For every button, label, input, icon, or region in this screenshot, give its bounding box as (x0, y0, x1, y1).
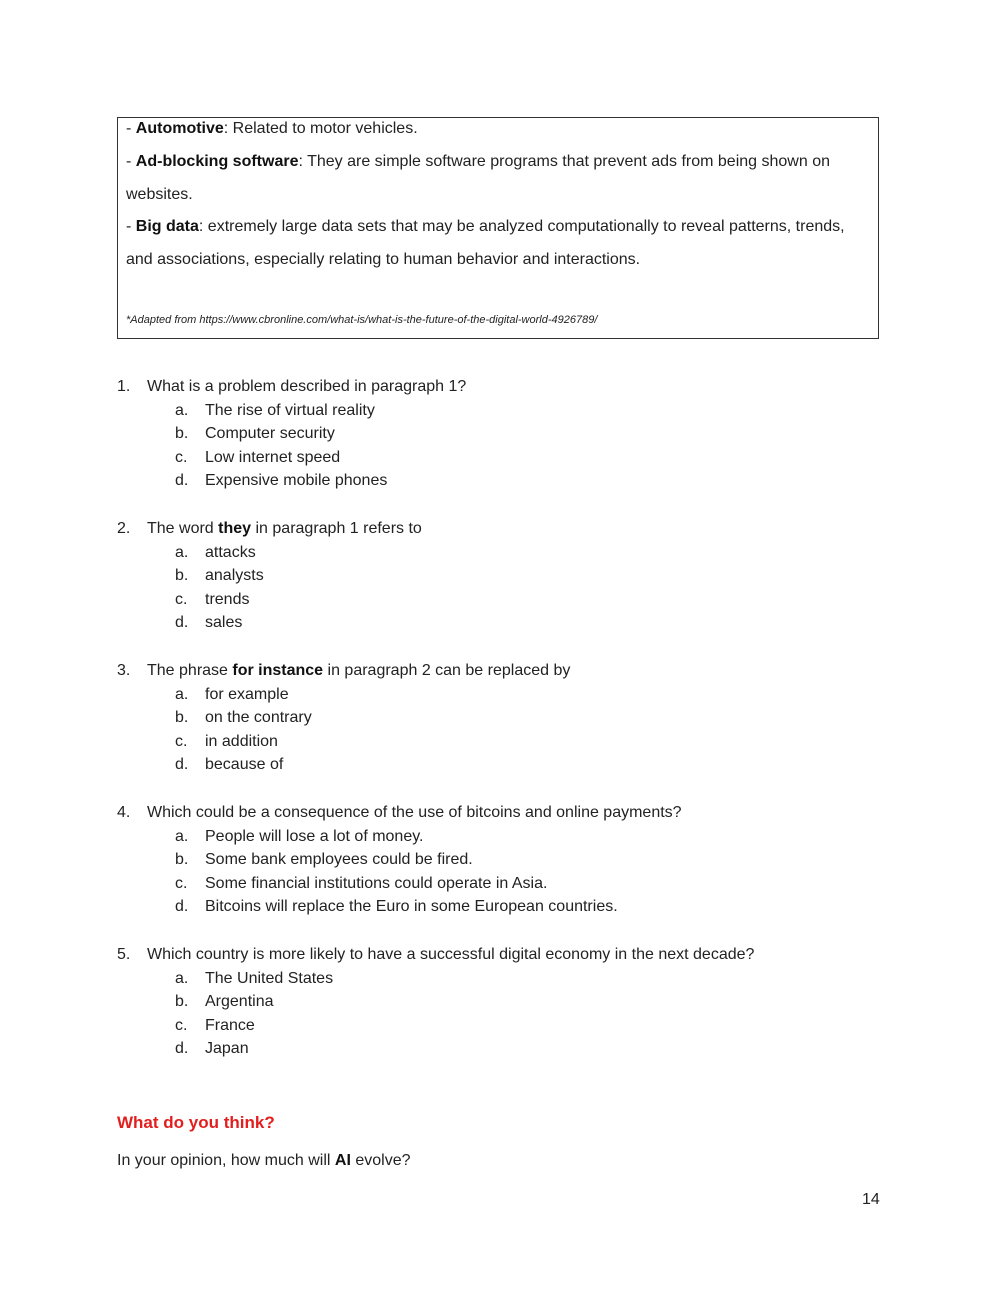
glossary-definition: : extremely large data sets that may be analyzed computationally to reveal patterns, trends, (198, 218, 845, 235)
question-text (147, 375, 466, 399)
option-text: Low internet speed (205, 448, 341, 466)
question-text-part: Which could be a consequence of the use of bitcoins and online payments? (147, 804, 682, 821)
question-number: 5. (117, 946, 131, 963)
option-letter: b. (175, 567, 189, 585)
answer-option[interactable] (117, 1037, 877, 1061)
option-text: attacks (205, 543, 256, 561)
answer-option[interactable] (117, 541, 877, 565)
option-text: trends (205, 590, 250, 608)
glossary-item-automotive: - Automotive: Related to motor vehicles. (126, 120, 418, 137)
option-letter: a. (175, 401, 189, 419)
option-letter: d. (175, 614, 189, 632)
question-text-part: What is a problem described in paragraph 1? (147, 378, 467, 395)
glossary-item-ad-blocking-continuation: websites. (126, 186, 193, 203)
option-text: People will lose a lot of money. (205, 827, 424, 845)
option-text: The rise of virtual reality (205, 401, 375, 419)
question-4 (117, 801, 877, 919)
option-letter: d. (175, 1040, 189, 1058)
question-text-part: The word (147, 520, 219, 537)
question-2 (117, 517, 877, 635)
question-text-part: Which country is more likely to have a successful digital economy in the next decade? (147, 946, 755, 963)
glossary-item-ad-blocking: - Ad-blocking software: They are simple software programs that prevent ads from being shown on (126, 153, 830, 170)
option-letter: a. (175, 685, 189, 703)
option-letter: d. (175, 472, 189, 490)
answer-option[interactable] (117, 683, 877, 707)
option-letter: b. (175, 709, 189, 727)
question-number: 3. (117, 662, 131, 679)
answer-option[interactable] (117, 446, 877, 470)
option-letter: d. (175, 898, 189, 916)
question-text-part: in paragraph 1 refers to (251, 520, 422, 537)
option-text: France (205, 1016, 255, 1034)
option-letter: c. (175, 874, 188, 892)
question-1 (117, 375, 877, 493)
option-text: The United States (205, 969, 334, 987)
option-text: Computer security (205, 425, 335, 443)
source-note: *Adapted from https://www.cbronline.com/what-is/what-is-the-future-of-the-digital-world-4926789/ (126, 314, 598, 326)
glossary-definition: : Related to motor vehicles. (223, 120, 418, 137)
option-text: Some financial institutions could operate in Asia. (205, 874, 548, 892)
option-text: Some bank employees could be fired. (205, 851, 473, 869)
question-text-part: The phrase (147, 662, 233, 679)
answer-option[interactable] (117, 730, 877, 754)
question-number: 4. (117, 804, 131, 821)
option-text: sales (205, 614, 243, 632)
answer-option[interactable] (117, 848, 877, 872)
glossary-item-big-data-continuation: and associations, especially relating to human behavior and interactions. (126, 251, 641, 268)
option-letter: c. (175, 732, 188, 750)
answer-option[interactable] (117, 564, 877, 588)
question-text (147, 659, 570, 683)
option-text: because of (205, 756, 284, 774)
opinion-prompt (117, 1149, 410, 1173)
option-letter: c. (175, 1016, 188, 1034)
section-heading-what-do-you-think: What do you think? (117, 1113, 275, 1132)
question-text (147, 517, 422, 541)
opinion-prompt-text: In your opinion, how much will (117, 1152, 335, 1169)
glossary-box (117, 117, 879, 339)
question-stem (117, 375, 877, 399)
question-stem (117, 517, 877, 541)
answer-option[interactable] (117, 399, 877, 423)
answer-option[interactable] (117, 469, 877, 493)
question-bold-term: they (218, 520, 252, 537)
opinion-prompt-bold: AI (334, 1152, 351, 1169)
answer-option[interactable] (117, 990, 877, 1014)
option-letter: d. (175, 756, 189, 774)
question-stem (117, 943, 877, 967)
option-text: Japan (205, 1040, 249, 1058)
question-bold-term: for instance (232, 662, 324, 679)
question-stem (117, 801, 877, 825)
option-text: in addition (205, 732, 278, 750)
question-text (147, 801, 682, 825)
option-letter: b. (175, 993, 189, 1011)
glossary-definition: : They are simple software programs that prevent ads from being shown on (298, 153, 830, 170)
answer-option[interactable] (117, 1014, 877, 1038)
option-text: Argentina (205, 993, 274, 1011)
answer-option[interactable] (117, 872, 877, 896)
glossary-term: Ad-blocking software (135, 153, 299, 170)
glossary-term: Automotive (135, 120, 224, 137)
option-letter: a. (175, 827, 189, 845)
question-3 (117, 659, 877, 777)
option-text: for example (205, 685, 289, 703)
opinion-prompt-text: evolve? (350, 1152, 411, 1169)
option-letter: c. (175, 590, 188, 608)
option-text: analysts (205, 567, 264, 585)
option-text: Expensive mobile phones (205, 472, 388, 490)
question-stem (117, 659, 877, 683)
page-number: 14 (862, 1191, 880, 1208)
option-text: Bitcoins will replace the Euro in some European countries. (205, 898, 618, 916)
answer-option[interactable] (117, 753, 877, 777)
glossary-item-big-data: - Big data: extremely large data sets that may be analyzed computationally to reveal patterns, trends, (126, 218, 845, 235)
question-number: 2. (117, 520, 131, 537)
question-number: 1. (117, 378, 131, 395)
question-text-part: in paragraph 2 can be replaced by (323, 662, 571, 679)
option-letter: b. (175, 851, 189, 869)
question-text (147, 943, 754, 967)
answer-option[interactable] (117, 611, 877, 635)
answer-option[interactable] (117, 967, 877, 991)
answer-option[interactable] (117, 895, 877, 919)
answer-option[interactable] (117, 588, 877, 612)
option-letter: b. (175, 425, 189, 443)
answer-option[interactable] (117, 825, 877, 849)
answer-option[interactable] (117, 706, 877, 730)
option-letter: c. (175, 448, 188, 466)
option-letter: a. (175, 543, 189, 561)
answer-option[interactable] (117, 422, 877, 446)
option-letter: a. (175, 969, 189, 987)
question-5 (117, 943, 877, 1061)
option-text: on the contrary (205, 709, 312, 727)
glossary-term: Big data (135, 218, 199, 235)
